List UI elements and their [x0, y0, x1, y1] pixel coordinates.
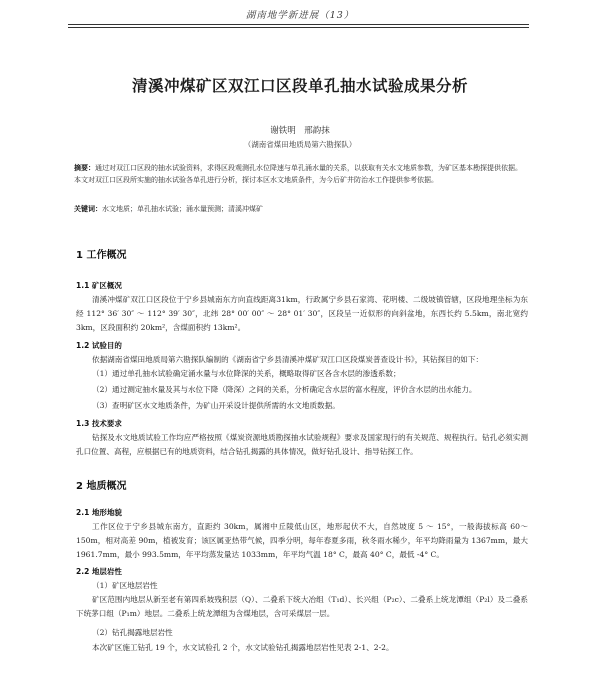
section-1-3-heading: 1.3 技术要求	[76, 419, 122, 428]
section-1-1-heading: 1.1 矿区概况	[76, 281, 122, 290]
section-2-2-sub2-text: 本次矿区施工钻孔 19 个，水文试验孔 2 个，水文试验钻孔揭露地层岩性见表 2-1、2-2。	[92, 643, 394, 652]
section-2-2-sub1-heading: （1）矿区地层岩性	[92, 581, 158, 590]
section-1-2-heading: 1.2 试验目的	[76, 341, 122, 350]
abstract	[74, 162, 526, 186]
journal-header: 湖南地学新进展（13）	[245, 10, 355, 21]
section-2-1-text: 工作区位于宁乡县城东南方，直距约 30km，属湘中丘陵低山区，地形起伏不大，自然坡度 5 ～ 15°，一般海拔标高 60～150m，相对高差 90m，植被发育；该区属亚热带气候，四季分明，每年春夏多雨，秋冬雨水稀少，年平均降雨量为 1367mm，最大 1961.7mm，最小 993.5mm，年平均蒸发量达 1033mm，年平均气温 18° C，最高 40° C，最低 -4° C。	[76, 522, 528, 559]
section-2-2-sub2-heading: （2）钻孔揭露地层岩性	[92, 628, 173, 637]
section-2-heading: 2 地质概况	[76, 481, 127, 492]
section-1-3-text: 钻探及水文地质试验工作均应严格按照《煤炭资源地质勘探抽水试验规程》要求及国家现行的有关规范、规程执行。钻孔必须实测孔口位置、高程，应根据已有的地质资料，结合钻孔揭露的具体情况，做好钻孔设计、指导钻探工作。	[76, 433, 528, 456]
header-rule-thick	[68, 24, 529, 25]
purpose-item-3: （3）查明矿区水文地质条件，为矿山开采设计提供所需的水文地质数据。	[92, 401, 340, 410]
section-1-2-intro: 依据湖南省煤田地质局第六勘探队编制的《湖南省宁乡县清溪冲煤矿双江口区段煤炭普查设计书》，其钻探目的如下：	[92, 355, 484, 364]
paper-title: 清溪冲煤矿区双江口区段单孔抽水试验成果分析	[131, 77, 468, 95]
abstract-text: 通过对双江口区段的抽水试验资料，求得区段观测孔水位降速与单孔涌水量的关系，以获取有关水文地质参数，为矿区基本勘探提供依据。本文对双江口区段所实施的抽水试验各单孔进行分析，探讨本区水文地质条件，为今后矿井防治水工作提供参考依据。	[74, 164, 522, 184]
section-1-heading: 1 工作概况	[76, 250, 127, 261]
purpose-item-1: （1）通过单孔抽水试验确定涌水量与水位降深的关系，概略取得矿区各含水层的渗透系数；	[92, 369, 401, 378]
affiliation: （湖南省煤田地质局第六勘探队）	[243, 140, 357, 149]
section-2-1-heading: 2.1 地形地貌	[76, 508, 122, 517]
authors: 谢铁明 邢韵抹	[270, 126, 330, 136]
keywords-label: 关键词：	[74, 205, 102, 213]
section-2-2-heading: 2.2 地层岩性	[76, 567, 122, 576]
section-1-1-text: 清溪冲煤矿双江口区段位于宁乡县城南东方向直线距离31km，行政属宁乡县石家湾、花明楼、二级坡镇管辖，区段地理坐标为东经 112° 36′ 30″ ～ 112° 39′ 30″，北纬 28° 00′ 00″ ～ 28° 01′ 30″，区段呈一近似形的向斜盆地，东西长约 5.5km，南北宽约 3km，区段面积约 20km²，含煤面积约 13km²。	[76, 295, 528, 332]
purpose-item-2: （2）通过测定抽水量及其与水位下降（降深）之间的关系，分析确定含水层的富水程度，评价含水层的出水能力。	[92, 385, 477, 394]
keywords-text: 水文地质；单孔抽水试验；涌水量预测；清溪冲煤矿	[102, 205, 263, 213]
abstract-label: 摘要：	[74, 164, 95, 172]
header-rule-thin	[68, 27, 529, 28]
section-2-2-sub1-text: 矿区范围内地层从新至老有第四系坡残积层（Q）、二叠系下统大冶组（T₁d）、长兴组（P₂c）、二叠系上统龙潭组（P₂l）及二叠系下统茅口组（P₁m）地层。二叠系上统龙潭组为含煤地层，含可采煤层一层。	[76, 595, 528, 618]
keywords	[74, 203, 526, 215]
